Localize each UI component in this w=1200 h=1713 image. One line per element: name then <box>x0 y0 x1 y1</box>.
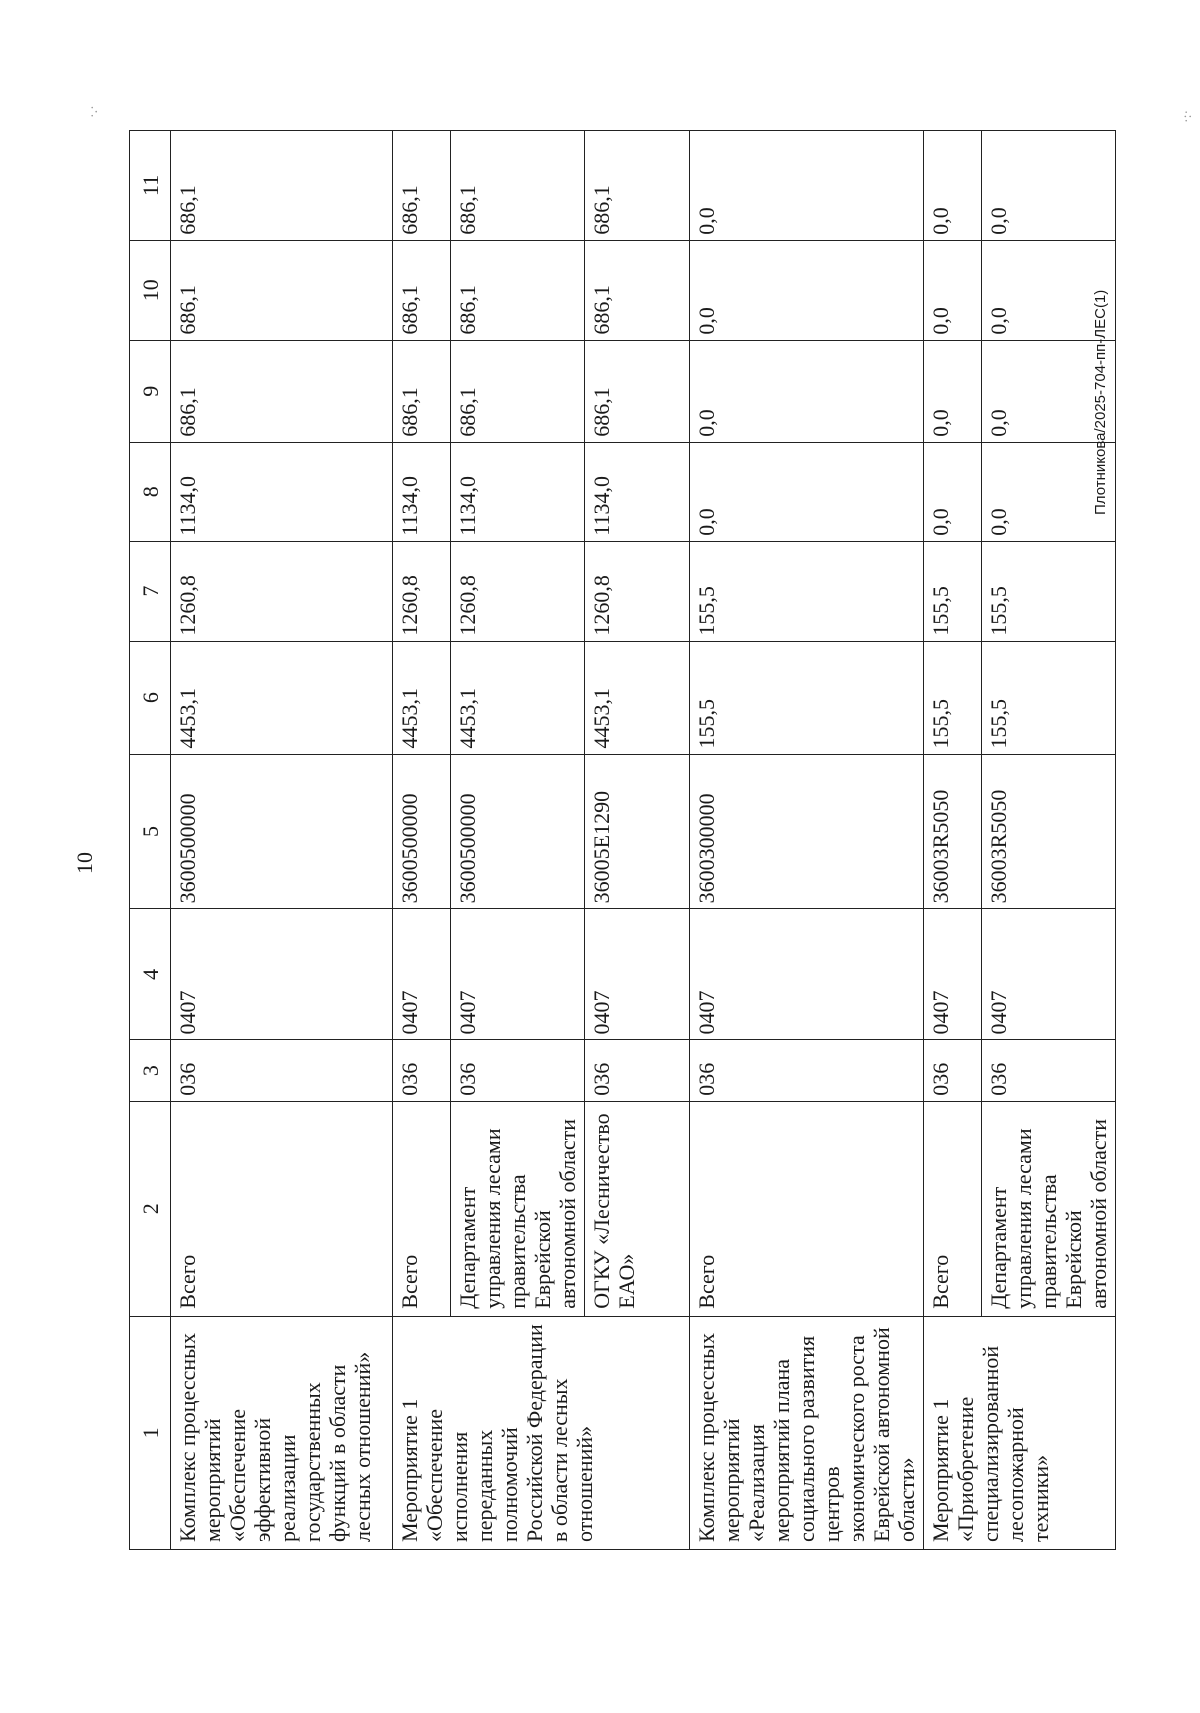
value-cell: 36003R5050 <box>982 754 1116 909</box>
value-cell: 1260,8 <box>171 541 393 641</box>
measure-name-cell: Комплекс процессных мероприятий «Реализация мероприятий плана социального развития центров экономического роста Еврейской автономной области» <box>690 1316 924 1549</box>
table-header-cell: 3 <box>130 1040 171 1101</box>
value-cell: 1134,0 <box>451 442 585 541</box>
margin-mark: ·:· <box>1180 109 1195 123</box>
budget-table <box>129 130 1116 1550</box>
value-cell: 0,0 <box>924 340 982 442</box>
value-cell: 155,5 <box>924 541 982 641</box>
value-cell: 1134,0 <box>171 442 393 541</box>
value-cell: 1260,8 <box>451 541 585 641</box>
value-cell: 686,1 <box>393 240 451 340</box>
value-cell: 4453,1 <box>171 641 393 754</box>
value-cell: 0,0 <box>690 131 924 241</box>
table-header-cell: 8 <box>130 442 171 541</box>
measure-name-cell: Мероприятие 1 «Обеспечение исполнения переданных полномочий Российской Федерации в области лесных отношений» <box>393 1316 690 1549</box>
document-footer: Плотникова/2025-704-пп-ЛЕС(1) <box>1092 289 1109 515</box>
value-cell: 3600500000 <box>393 754 451 909</box>
value-cell: 3600300000 <box>690 754 924 909</box>
value-cell: 0407 <box>393 909 451 1040</box>
value-cell: 4453,1 <box>393 641 451 754</box>
value-cell: 4453,1 <box>585 641 690 754</box>
value-cell: 036 <box>393 1040 451 1101</box>
value-cell: 155,5 <box>690 641 924 754</box>
value-cell: 0407 <box>451 909 585 1040</box>
table-header-cell: 7 <box>130 541 171 641</box>
value-cell: 686,1 <box>171 240 393 340</box>
table-header-cell: 1 <box>130 1316 171 1549</box>
value-cell: 036 <box>451 1040 585 1101</box>
value-cell: 036 <box>585 1040 690 1101</box>
value-cell: 0,0 <box>982 240 1116 340</box>
value-cell: 0407 <box>585 909 690 1040</box>
value-cell: 3600500000 <box>171 754 393 909</box>
value-cell: 0,0 <box>690 240 924 340</box>
value-cell: 1134,0 <box>585 442 690 541</box>
table-header-cell: 10 <box>130 240 171 340</box>
executor-cell: Всего <box>924 1101 982 1316</box>
table-header-cell: 9 <box>130 340 171 442</box>
executor-cell: Всего <box>171 1101 393 1316</box>
value-cell: 1134,0 <box>393 442 451 541</box>
value-cell: 4453,1 <box>451 641 585 754</box>
measure-name-cell: Мероприятие 1 «Приобретение специализированной лесопожарной техники» <box>924 1316 1116 1549</box>
table-row <box>171 131 393 1550</box>
table-header-cell: 4 <box>130 909 171 1040</box>
value-cell: 036 <box>982 1040 1116 1101</box>
executor-cell: Всего <box>690 1101 924 1316</box>
value-cell: 686,1 <box>585 131 690 241</box>
value-cell: 686,1 <box>171 340 393 442</box>
measure-name-cell: Комплекс процессных мероприятий «Обеспечение эффективной реализации государственных функций в области лесных отношений» <box>171 1316 393 1549</box>
value-cell: 155,5 <box>982 641 1116 754</box>
executor-cell: ОГКУ «Лесничество ЕАО» <box>585 1101 690 1316</box>
value-cell: 686,1 <box>171 131 393 241</box>
table-row <box>924 131 982 1550</box>
value-cell: 0407 <box>982 909 1116 1040</box>
value-cell: 036 <box>924 1040 982 1101</box>
value-cell: 36005Е1290 <box>585 754 690 909</box>
table-row <box>690 131 924 1550</box>
value-cell: 0,0 <box>982 340 1116 442</box>
page-number: 10 <box>72 852 97 874</box>
value-cell: 0,0 <box>924 442 982 541</box>
value-cell: 686,1 <box>585 240 690 340</box>
value-cell: 3600500000 <box>451 754 585 909</box>
value-cell: 0,0 <box>690 340 924 442</box>
table-header-cell: 11 <box>130 131 171 241</box>
table-header-cell: 2 <box>130 1101 171 1316</box>
value-cell: 36003R5050 <box>924 754 982 909</box>
value-cell: 0,0 <box>924 240 982 340</box>
value-cell: 0407 <box>690 909 924 1040</box>
value-cell: 1260,8 <box>393 541 451 641</box>
value-cell: 155,5 <box>982 541 1116 641</box>
value-cell: 0407 <box>171 909 393 1040</box>
value-cell: 0,0 <box>982 131 1116 241</box>
value-cell: 686,1 <box>393 340 451 442</box>
table-row <box>393 131 451 1550</box>
value-cell: 686,1 <box>585 340 690 442</box>
table-header-cell: 6 <box>130 641 171 754</box>
value-cell: 155,5 <box>924 641 982 754</box>
value-cell: 686,1 <box>451 340 585 442</box>
value-cell: 1260,8 <box>585 541 690 641</box>
table-header-cell: 5 <box>130 754 171 909</box>
value-cell: 036 <box>171 1040 393 1101</box>
value-cell: 686,1 <box>451 240 585 340</box>
value-cell: 0,0 <box>690 442 924 541</box>
executor-cell: Всего <box>393 1101 451 1316</box>
table-header-row <box>130 131 171 1550</box>
value-cell: 0407 <box>924 909 982 1040</box>
executor-cell: Департамент управления лесами правительства Еврейской автономной области <box>982 1101 1116 1316</box>
margin-mark: ·.· <box>86 105 101 118</box>
value-cell: 155,5 <box>690 541 924 641</box>
value-cell: 036 <box>690 1040 924 1101</box>
value-cell: 0,0 <box>924 131 982 241</box>
value-cell: 0,0 <box>982 442 1116 541</box>
value-cell: 686,1 <box>393 131 451 241</box>
executor-cell: Департамент управления лесами правительства Еврейской автономной области <box>451 1101 585 1316</box>
value-cell: 686,1 <box>451 131 585 241</box>
